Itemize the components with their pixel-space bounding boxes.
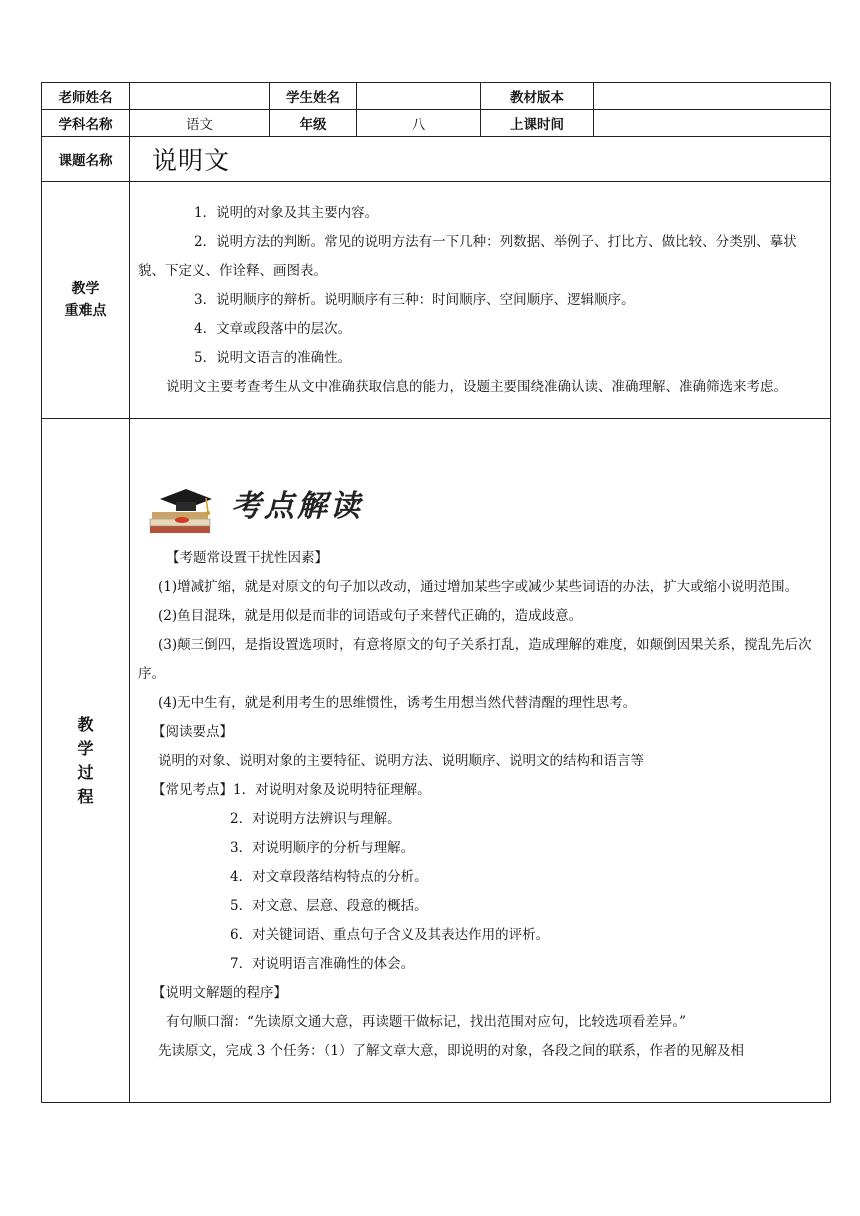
exam-points-banner — [138, 486, 822, 544]
common-point-item: 7．对说明语言准确性的体会。 — [230, 956, 415, 972]
common-point-item: 5．对文意、层意、段意的概括。 — [230, 898, 428, 914]
banner-title: 考点解读 — [231, 489, 363, 524]
subject-value: 语文 — [130, 110, 270, 137]
topic-row — [42, 137, 831, 182]
reading-heading: 【阅读要点】 — [152, 724, 233, 740]
key-points-row — [42, 182, 831, 419]
key-point-item: 4．文章或段落中的层次。 — [194, 320, 352, 337]
distractor-item: (3)颠三倒四，是指设置选项时，有意将原文的句子关系打乱，造成理解的难度，如颠倒因果关系，搅乱先后次序。 — [138, 637, 812, 682]
common-point-item: 2．对说明方法辨识与理解。 — [230, 811, 401, 827]
grade-value: 八 — [357, 110, 481, 137]
key-point-item: 2．说明方法的判断。常见的说明方法有一下几种：列数据、举例子、打比方、做比较、分类别、摹状貌、下定义、作诠释、画图表。 — [138, 233, 797, 279]
student-name-label: 学生姓名 — [270, 83, 357, 110]
grade-label: 年级 — [270, 110, 357, 137]
teaching-process-row — [42, 419, 831, 1103]
reading-points-text: 说明的对象、说明对象的主要特征、说明方法、说明顺序、说明文的结构和语言等 — [158, 753, 644, 769]
key-points-label-line-1: 教学 — [71, 281, 100, 297]
topic-title: 说明文 — [130, 137, 831, 182]
common-points-heading: 【常见考点】 — [152, 782, 233, 798]
process-label-char: 教 — [77, 714, 94, 734]
key-points-label-line-2: 重难点 — [64, 303, 107, 319]
subject-label: 学科名称 — [42, 110, 130, 137]
textbook-version-label: 教材版本 — [481, 83, 594, 110]
common-point-item: 4．对文章段落结构特点的分析。 — [230, 869, 428, 885]
header-row-1 — [42, 83, 831, 110]
key-points-summary: 说明文主要考查考生从文中准确获取信息的能力，设题主要围绕准确认读、准确理解、准确筛选来考虑。 — [166, 378, 787, 395]
graduation-cap-books-icon — [146, 486, 236, 538]
lesson-plan-table — [41, 82, 831, 1103]
common-point-item: 3．对说明顺序的分析与理解。 — [230, 840, 415, 856]
common-point-item: 6．对关键词语、重点句子含义及其表达作用的评析。 — [230, 927, 550, 943]
class-time-label: 上课时间 — [481, 110, 594, 137]
procedure-rhyme: 有句顺口溜：“先读原文通大意，再读题干做标记，找出范围对应句，比较选项看差异。” — [166, 1014, 687, 1030]
common-point-item: 1．对说明对象及说明特征理解。 — [233, 782, 431, 798]
distractor-item: (1)增减扩缩，就是对原文的句子加以改动，通过增加某些字或减少某些词语的办法，扩大或缩小说明范围。 — [158, 579, 799, 595]
header-row-2 — [42, 110, 831, 137]
distractor-item: (4)无中生有，就是利用考生的思维惯性，诱考生用想当然代替清醒的理性思考。 — [158, 695, 637, 711]
common-points-first-line — [138, 776, 822, 805]
teacher-name-field[interactable] — [130, 83, 270, 110]
procedure-heading: 【说明文解题的程序】 — [152, 985, 287, 1001]
topic-label: 课题名称 — [42, 137, 130, 182]
distractor-item: (2)鱼目混珠，就是用似是而非的词语或句子来替代正确的，造成歧意。 — [158, 608, 583, 624]
teaching-process-label — [42, 419, 130, 1103]
key-points-content — [130, 182, 831, 419]
key-points-label — [42, 182, 130, 419]
distractor-heading: 【考题常设置干扰性因素】 — [166, 550, 328, 566]
key-point-item: 3．说明顺序的辩析。说明顺序有三种：时间顺序、空间顺序、逻辑顺序。 — [194, 291, 635, 308]
process-label-char: 过 — [77, 762, 94, 782]
process-label-char: 学 — [77, 738, 94, 758]
teacher-name-label: 老师姓名 — [42, 83, 130, 110]
procedure-first-step: 先读原文，完成 3 个任务：（1）了解文章大意，即说明的对象，各段之间的联系，作者的见解及相 — [158, 1043, 745, 1059]
student-name-field[interactable] — [357, 83, 481, 110]
lesson-plan-sheet — [41, 82, 830, 1103]
teaching-process-content — [130, 419, 831, 1103]
process-label-char: 程 — [77, 786, 94, 806]
key-point-item: 1．说明的对象及其主要内容。 — [194, 204, 379, 221]
textbook-version-field[interactable] — [594, 83, 831, 110]
class-time-field[interactable] — [594, 110, 831, 137]
key-point-item: 5．说明文语言的准确性。 — [194, 349, 352, 366]
